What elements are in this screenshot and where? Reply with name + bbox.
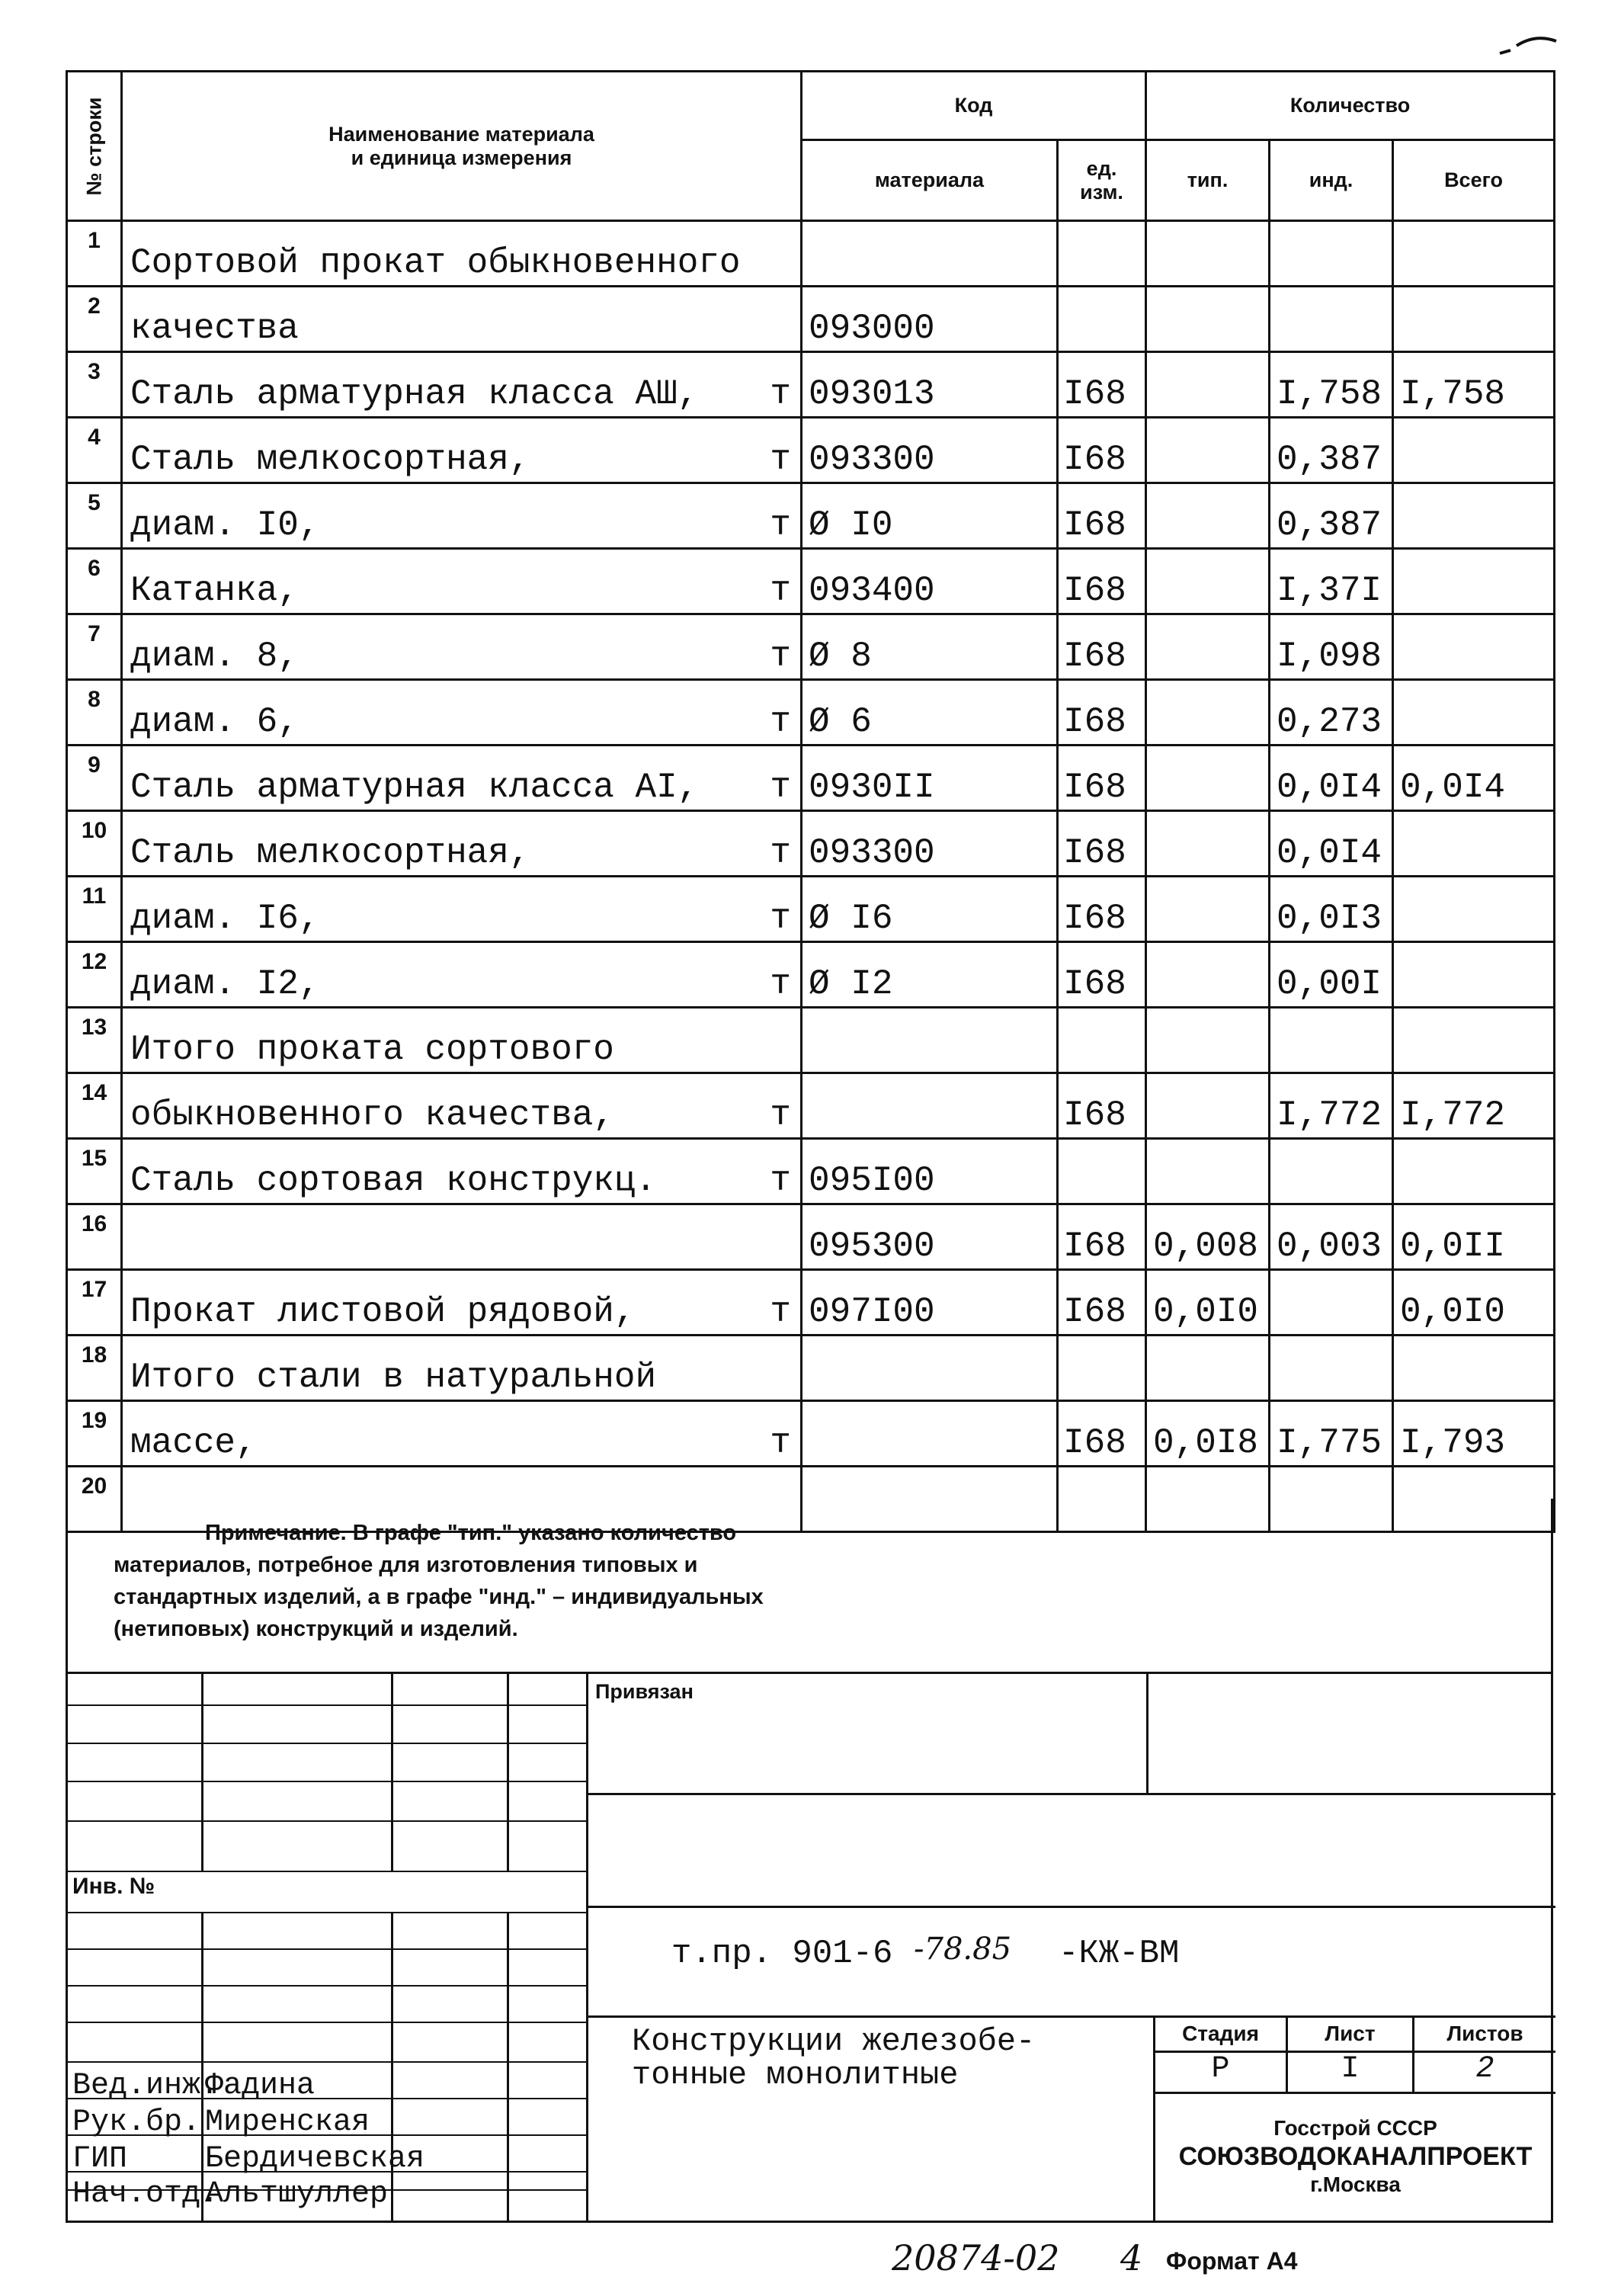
row-number: 6 (67, 549, 122, 614)
row-number: 3 (67, 352, 122, 418)
measure-unit: т (770, 374, 791, 414)
measure-unit: т (770, 899, 791, 938)
typical-quantity (1146, 942, 1270, 1008)
unit-code: I68 (1058, 549, 1146, 614)
material-name (122, 1204, 802, 1270)
table-row (67, 877, 1555, 942)
total-quantity (1393, 483, 1555, 549)
total-header: Всего (1393, 140, 1555, 221)
total-quantity (1393, 221, 1555, 287)
individual-quantity (1270, 1270, 1393, 1336)
typical-quantity (1146, 877, 1270, 942)
typical-quantity (1146, 811, 1270, 877)
row-number: 15 (67, 1139, 122, 1204)
total-quantity (1393, 1139, 1555, 1204)
row-number: 8 (67, 680, 122, 746)
row-number: 18 (67, 1336, 122, 1401)
measure-unit: т (770, 1095, 791, 1135)
signature-name: Бердичевская (205, 2142, 425, 2176)
measure-unit: т (770, 702, 791, 742)
total-quantity: 0,0II (1393, 1204, 1555, 1270)
signature-role: ГИП (72, 2142, 128, 2176)
unit-code: I68 (1058, 1204, 1146, 1270)
material-name-text: диам. 6, (130, 702, 299, 742)
material-code (802, 1008, 1058, 1073)
material-name-text: Сталь арматурная класса AI, (130, 768, 699, 807)
individual-quantity: 0,0I3 (1270, 877, 1393, 942)
individual-quantity: 0,387 (1270, 483, 1393, 549)
row-number: 4 (67, 418, 122, 483)
total-quantity: 0,0I0 (1393, 1270, 1555, 1336)
measure-unit: т (770, 505, 791, 545)
row-number: 14 (67, 1073, 122, 1139)
row-number-header: № строки (67, 72, 122, 221)
total-quantity (1393, 287, 1555, 352)
material-name-text: диам. I2, (130, 964, 320, 1004)
material-name (122, 942, 802, 1008)
table-row (67, 746, 1555, 811)
unit-code (1058, 1336, 1146, 1401)
material-name-text: Итого проката сортового (130, 1030, 614, 1069)
material-code: Ø I6 (802, 877, 1058, 942)
quantity-group-header: Количество (1146, 72, 1555, 140)
material-code (802, 1073, 1058, 1139)
material-name-text: диам. 8, (130, 637, 299, 676)
table-row (67, 549, 1555, 614)
material-name-text: Сортовой прокат обыкновенного (130, 243, 741, 283)
individual-quantity: 0,003 (1270, 1204, 1393, 1270)
row-number: 13 (67, 1008, 122, 1073)
measure-unit: т (770, 440, 791, 479)
stage-value: Р (1211, 2052, 1230, 2086)
table-row (67, 221, 1555, 287)
material-name-text: качества (130, 309, 299, 348)
material-code: 097I00 (802, 1270, 1058, 1336)
unit-code (1058, 221, 1146, 287)
material-code: 0930II (802, 746, 1058, 811)
material-name-header: Наименование материала и единица измерения (122, 72, 802, 221)
row-number: 10 (67, 811, 122, 877)
measure-unit: т (770, 833, 791, 873)
table-row (67, 1204, 1555, 1270)
material-name (122, 1139, 802, 1204)
material-code: 095I00 (802, 1139, 1058, 1204)
total-quantity: 0,0I4 (1393, 746, 1555, 811)
table-row (67, 942, 1555, 1008)
unit-code: I68 (1058, 614, 1146, 680)
individual-quantity: I,098 (1270, 614, 1393, 680)
org-line-3: г.Москва (1310, 2173, 1401, 2196)
privyazan-label: Привязан (595, 1680, 694, 1703)
org-line-1: Госстрой СССР (1273, 2116, 1437, 2140)
table-row (67, 1139, 1555, 1204)
total-quantity: I,772 (1393, 1073, 1555, 1139)
material-name-text: Итого стали в натуральной (130, 1358, 657, 1397)
unit-code: I68 (1058, 811, 1146, 877)
unit-code: I68 (1058, 1073, 1146, 1139)
signature-role: Нач.отд. (72, 2177, 219, 2211)
material-code: 093300 (802, 418, 1058, 483)
typical-quantity: 0,008 (1146, 1204, 1270, 1270)
typical-quantity (1146, 1139, 1270, 1204)
material-code: Ø 6 (802, 680, 1058, 746)
typical-quantity (1146, 352, 1270, 418)
unit-code: I68 (1058, 352, 1146, 418)
material-code: 093400 (802, 549, 1058, 614)
material-code: Ø I0 (802, 483, 1058, 549)
typical-quantity (1146, 1008, 1270, 1073)
table-row (67, 680, 1555, 746)
typical-quantity: 0,0I8 (1146, 1401, 1270, 1467)
header-row-1 (67, 72, 1555, 140)
row-number: 17 (67, 1270, 122, 1336)
material-name (122, 614, 802, 680)
measure-unit: т (770, 1292, 791, 1332)
material-code (802, 1401, 1058, 1467)
material-code-header: материала (802, 140, 1058, 221)
row-number: 1 (67, 221, 122, 287)
material-name-text: диам. I6, (130, 899, 320, 938)
unit-code-header: ед. изм. (1058, 140, 1146, 221)
total-quantity (1393, 680, 1555, 746)
materials-table-body (67, 221, 1555, 1532)
project-suffix: -КЖ-ВМ (1059, 1935, 1180, 1973)
unit-code: I68 (1058, 746, 1146, 811)
table-row (67, 1336, 1555, 1401)
material-code: Ø 8 (802, 614, 1058, 680)
row-number: 5 (67, 483, 122, 549)
material-name (122, 746, 802, 811)
material-code (802, 221, 1058, 287)
row-number: 7 (67, 614, 122, 680)
unit-code: I68 (1058, 1401, 1146, 1467)
individual-quantity: I,772 (1270, 1073, 1393, 1139)
measure-unit: т (770, 1423, 791, 1463)
material-name-text: Прокат листовой рядовой, (130, 1292, 636, 1332)
material-name-text: Сталь мелкосортная, (130, 833, 530, 873)
total-quantity (1393, 877, 1555, 942)
org-line-2: СОЮЗВОДОКАНАЛПРОЕКТ (1178, 2142, 1533, 2171)
stage-label: Стадия (1182, 2022, 1259, 2045)
signature-name: Миренская (205, 2105, 370, 2140)
row-number: 2 (67, 287, 122, 352)
note-box (66, 1499, 1553, 1674)
total-quantity (1393, 811, 1555, 877)
note-text: Примечание. В графе "тип." указано количество материалов, потребное для изготовления типовых и стандартных изделий, а в графе "инд." – индивидуальных (нетиповых) конструкций и изделий. (114, 1521, 764, 1641)
typical-quantity (1146, 483, 1270, 549)
material-code: 095300 (802, 1204, 1058, 1270)
individual-quantity: I,758 (1270, 352, 1393, 418)
individual-quantity (1270, 1008, 1393, 1073)
material-name (122, 1270, 802, 1336)
material-name-text: Сталь мелкосортная, (130, 440, 530, 479)
unit-code: I68 (1058, 418, 1146, 483)
material-name-text: Сталь арматурная класса АШ, (130, 374, 699, 414)
row-number: 11 (67, 877, 122, 942)
sheet-label: Лист (1325, 2022, 1376, 2045)
project-code: т.пр. 901-6 (671, 1935, 893, 1973)
total-quantity: I,793 (1393, 1401, 1555, 1467)
material-name (122, 549, 802, 614)
unit-code: I68 (1058, 483, 1146, 549)
table-row (67, 1008, 1555, 1073)
table-row (67, 1073, 1555, 1139)
typical-quantity (1146, 680, 1270, 746)
total-quantity (1393, 614, 1555, 680)
material-code: 093000 (802, 287, 1058, 352)
individual-quantity (1270, 287, 1393, 352)
format-label: Формат А4 (1166, 2247, 1298, 2275)
table-row (67, 614, 1555, 680)
inventory-number-label: Инв. № (72, 1874, 155, 1899)
unit-code (1058, 1008, 1146, 1073)
material-name-text: диам. I0, (130, 505, 320, 545)
row-number: 12 (67, 942, 122, 1008)
row-number: 19 (67, 1401, 122, 1467)
total-quantity: I,758 (1393, 352, 1555, 418)
measure-unit: т (770, 768, 791, 807)
table-row (67, 1270, 1555, 1336)
material-name (122, 680, 802, 746)
total-quantity (1393, 1336, 1555, 1401)
measure-unit: т (770, 964, 791, 1004)
sheets-value: 2 (1475, 2052, 1494, 2086)
ind-header: инд. (1270, 140, 1393, 221)
material-code: Ø I2 (802, 942, 1058, 1008)
material-name (122, 221, 802, 287)
material-name (122, 811, 802, 877)
row-number: 20 (67, 1467, 122, 1532)
individual-quantity: 0,00I (1270, 942, 1393, 1008)
total-quantity (1393, 418, 1555, 483)
material-name (122, 1008, 802, 1073)
typical-quantity (1146, 221, 1270, 287)
individual-quantity (1270, 1139, 1393, 1204)
individual-quantity (1270, 221, 1393, 287)
material-name (122, 1401, 802, 1467)
sheet-value: I (1341, 2052, 1360, 2086)
individual-quantity: 0,387 (1270, 418, 1393, 483)
typical-quantity (1146, 549, 1270, 614)
materials-table (66, 70, 1555, 1533)
typ-header: тип. (1146, 140, 1270, 221)
measure-unit: т (770, 571, 791, 611)
typical-quantity (1146, 418, 1270, 483)
table-row (67, 352, 1555, 418)
typical-quantity: 0,0I0 (1146, 1270, 1270, 1336)
typical-quantity (1146, 614, 1270, 680)
individual-quantity: 0,0I4 (1270, 746, 1393, 811)
signature-role: Рук.бр. (72, 2105, 201, 2140)
document-number: 20874-02 (892, 2237, 1060, 2278)
material-name-text: обыкновенного качества, (130, 1095, 614, 1135)
unit-code: I68 (1058, 680, 1146, 746)
unit-code (1058, 1139, 1146, 1204)
total-quantity (1393, 942, 1555, 1008)
code-group-header: Код (802, 72, 1146, 140)
individual-quantity: 0,0I4 (1270, 811, 1393, 877)
material-name-text: массе, (130, 1423, 257, 1463)
individual-quantity: 0,273 (1270, 680, 1393, 746)
project-code-handwritten: -78.85 (914, 1932, 1012, 1967)
unit-code: I68 (1058, 877, 1146, 942)
table-row (67, 1401, 1555, 1467)
individual-quantity: I,775 (1270, 1401, 1393, 1467)
measure-unit: т (770, 1161, 791, 1201)
material-code: 093300 (802, 811, 1058, 877)
typical-quantity (1146, 1073, 1270, 1139)
material-name-text: Сталь сортовая конструкц. (130, 1161, 657, 1201)
material-name (122, 287, 802, 352)
total-quantity (1393, 1008, 1555, 1073)
material-name-text: Катанка, (130, 571, 299, 611)
sheets-label: Листов (1446, 2022, 1523, 2045)
individual-quantity: I,37I (1270, 549, 1393, 614)
table-row (67, 811, 1555, 877)
material-name (122, 1336, 802, 1401)
unit-code (1058, 287, 1146, 352)
table-row (67, 483, 1555, 549)
sheet-title: Конструкции железобе- тонные монолитные (632, 2023, 1036, 2093)
title-block (66, 1674, 1553, 2223)
table-row (67, 287, 1555, 352)
total-quantity (1393, 549, 1555, 614)
material-name (122, 352, 802, 418)
typical-quantity (1146, 746, 1270, 811)
material-name (122, 877, 802, 942)
signature-name: Альтшуллер (205, 2177, 389, 2211)
unit-code: I68 (1058, 1270, 1146, 1336)
material-name (122, 1073, 802, 1139)
material-name (122, 483, 802, 549)
page-mark: 4 (1120, 2237, 1143, 2278)
measure-unit: т (770, 637, 791, 676)
table-row (67, 418, 1555, 483)
material-name (122, 418, 802, 483)
individual-quantity (1270, 1336, 1393, 1401)
signature-role: Вед.инж. (72, 2069, 219, 2103)
typical-quantity (1146, 287, 1270, 352)
typical-quantity (1146, 1336, 1270, 1401)
material-code (802, 1336, 1058, 1401)
material-code: 093013 (802, 352, 1058, 418)
corner-pen-mark (1494, 30, 1562, 61)
signature-name: Фадина (205, 2069, 316, 2103)
row-number: 9 (67, 746, 122, 811)
unit-code: I68 (1058, 942, 1146, 1008)
row-number: 16 (67, 1204, 122, 1270)
